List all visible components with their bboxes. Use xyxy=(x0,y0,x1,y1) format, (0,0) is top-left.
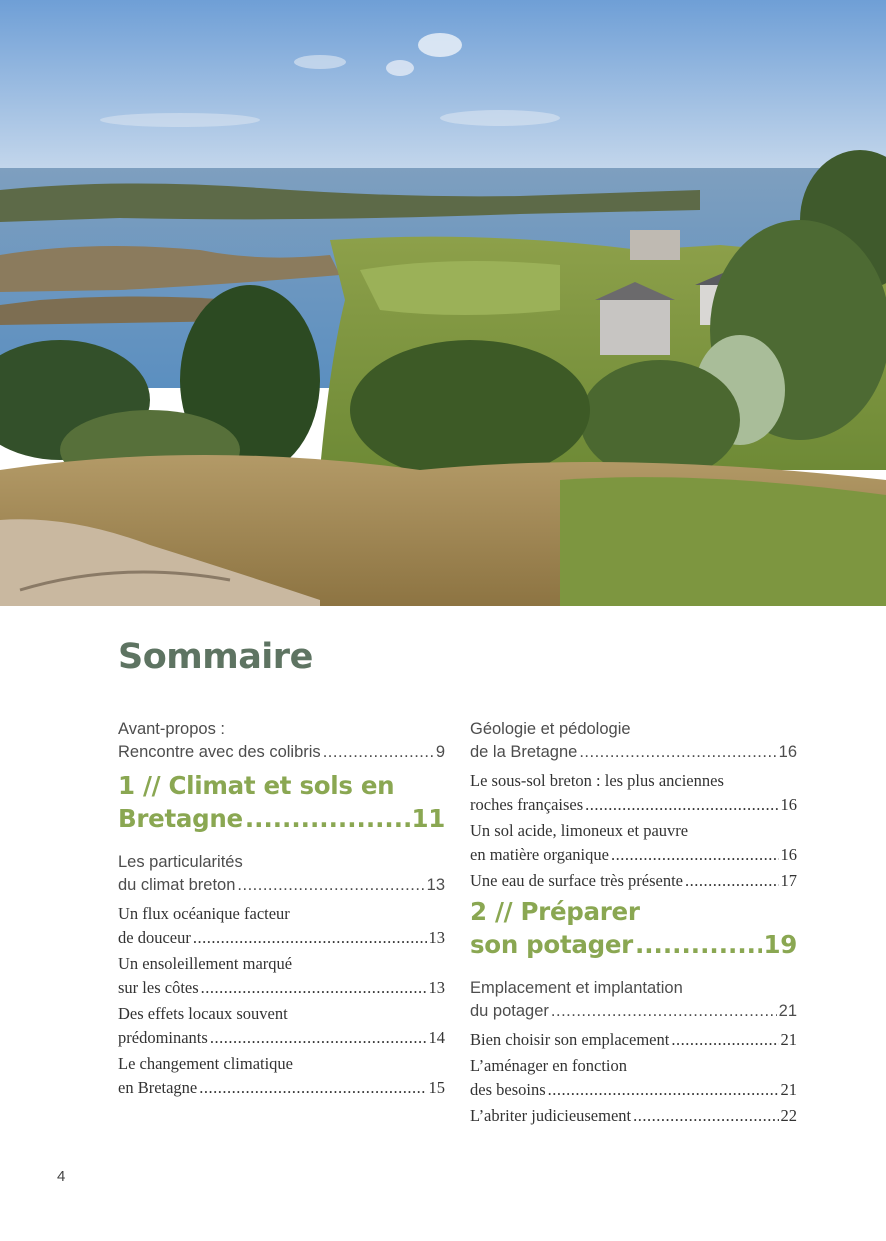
toc-page-number: 9 xyxy=(435,743,445,761)
toc-page-number: 13 xyxy=(428,928,445,947)
toc-entry-text: prédominants xyxy=(118,1028,208,1047)
toc-page-number: 13 xyxy=(426,876,445,894)
toc-entry-text: Bien choisir son emplacement xyxy=(470,1030,670,1049)
toc-entry-text: Un ensoleillement marqué xyxy=(118,954,293,973)
coastal-landscape-photo xyxy=(0,0,886,606)
dot-leader xyxy=(548,1078,779,1102)
dot-leader xyxy=(611,843,779,867)
toc-entry-text: Le changement climatique xyxy=(118,1054,294,1073)
dot-leader xyxy=(585,793,778,817)
toc-column-left xyxy=(118,718,445,1102)
dot-leader xyxy=(579,741,776,764)
dot-leader xyxy=(193,926,427,950)
toc-item-entry xyxy=(470,1054,797,1102)
toc-page-number: 16 xyxy=(778,743,797,761)
toc-entry-text: roches françaises xyxy=(470,795,584,814)
toc-item-entry xyxy=(470,1028,797,1052)
toc-item-entry xyxy=(470,819,797,867)
toc-entry-text: sur les côtes xyxy=(118,978,199,997)
toc-page-number: 16 xyxy=(780,845,797,864)
dot-leader xyxy=(685,869,778,893)
toc-page-number: 16 xyxy=(780,795,797,814)
toc-entry-text: en Bretagne xyxy=(118,1078,198,1097)
dot-leader xyxy=(635,928,762,961)
toc-item-entry xyxy=(470,1104,797,1128)
toc-item-entry xyxy=(118,952,445,1000)
toc-item-entry xyxy=(118,902,445,950)
toc-chapter-entry xyxy=(470,895,797,961)
toc-item-entry xyxy=(118,1052,445,1100)
toc-entry-text: de douceur xyxy=(118,928,191,947)
toc-item-entry xyxy=(470,769,797,817)
toc-page-number: 21 xyxy=(778,1002,797,1020)
toc-item-entry xyxy=(470,869,797,893)
toc-page-number: 17 xyxy=(780,871,797,890)
page-number: 4 xyxy=(57,1168,66,1185)
toc-entry-text: Les particularités xyxy=(118,853,243,871)
toc-page-number: 14 xyxy=(428,1028,445,1047)
toc-sub-entry xyxy=(118,851,445,897)
dot-leader xyxy=(199,1076,426,1100)
toc-sub-entry xyxy=(118,718,445,764)
toc-entry-text: de la Bretagne xyxy=(470,743,578,761)
toc-entry-text: en matière organique xyxy=(470,845,609,864)
toc-entry-text: Géologie et pédologie xyxy=(470,720,631,738)
toc-sub-entry xyxy=(470,977,797,1023)
dot-leader xyxy=(237,874,424,897)
toc-column-right xyxy=(470,718,797,1130)
toc-entry-text: Un sol acide, limoneux et pauvre xyxy=(470,821,689,840)
dot-leader xyxy=(633,1104,778,1128)
dot-leader xyxy=(210,1026,427,1050)
toc-entry-text: du climat breton xyxy=(118,876,236,894)
toc-entry-text: L’aménager en fonction xyxy=(470,1056,627,1075)
toc-entry-text: Le sous-sol breton : les plus anciennes xyxy=(470,771,724,790)
toc-entry-text: Rencontre avec des colibris xyxy=(118,743,321,761)
toc-entry-text: Des effets locaux souvent xyxy=(118,1004,288,1023)
toc-page-number: 19 xyxy=(763,930,797,959)
toc-entry-text: Une eau de surface très présente xyxy=(470,871,684,890)
toc-page-number: 22 xyxy=(780,1106,797,1125)
dot-leader xyxy=(245,802,410,835)
dot-leader xyxy=(671,1028,778,1052)
toc-entry-text: du potager xyxy=(470,1002,549,1020)
toc-entry-text: Emplacement et implantation xyxy=(470,979,683,997)
toc-sub-entry xyxy=(470,718,797,764)
toc-item-entry xyxy=(118,1002,445,1050)
toc-chapter-entry xyxy=(118,769,445,835)
toc-page-number: 15 xyxy=(428,1078,445,1097)
dot-leader xyxy=(323,741,434,764)
toc-entry-text: son potager xyxy=(470,930,633,959)
page-title: Sommaire xyxy=(118,637,313,677)
toc-entry-text: Bretagne xyxy=(118,804,243,833)
toc-page-number: 13 xyxy=(428,978,445,997)
toc-entry-text: 1 // Climat et sols en xyxy=(118,771,395,800)
dot-leader xyxy=(201,976,427,1000)
toc-entry-text: Avant-propos : xyxy=(118,720,226,738)
toc-entry-text: des besoins xyxy=(470,1080,546,1099)
toc-entry-text: L’abriter judicieusement xyxy=(470,1106,632,1125)
dot-leader xyxy=(551,1000,777,1023)
toc-entry-text: 2 // Préparer xyxy=(470,897,640,926)
toc-page-number: 21 xyxy=(780,1030,797,1049)
toc-entry-text: Un flux océanique facteur xyxy=(118,904,290,923)
toc-page-number: 21 xyxy=(780,1080,797,1099)
toc-page-number: 11 xyxy=(411,804,445,833)
